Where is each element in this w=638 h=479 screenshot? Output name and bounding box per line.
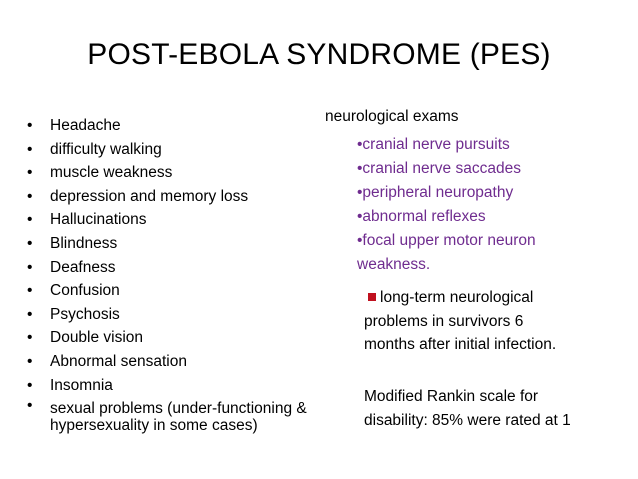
symptom-list (27, 114, 307, 434)
long-term-text: long-term neurological (380, 289, 534, 306)
symptom-item: • Psychosis (27, 303, 307, 327)
neuro-exams-heading: neurological exams (325, 108, 459, 125)
symptom-line: hypersexuality in some cases) (50, 417, 258, 435)
neuro-exam-item: •cranial nerve pursuits (357, 136, 510, 153)
rankin-line: disability: 85% were rated at 1 (364, 411, 571, 429)
neuro-exam-item: •focal upper motor neuron (357, 232, 536, 249)
symptom-item: • Headache (27, 114, 307, 138)
symptom-item: • difficulty walking (27, 138, 307, 162)
symptom-item: • Confusion (27, 279, 307, 303)
symptom-item: • Insomnia (27, 374, 307, 398)
symptom-item: • depression and memory loss (27, 185, 307, 209)
symptom-item: • muscle weakness (27, 161, 307, 185)
symptom-line: • sexual problems (under-functioning & (50, 400, 307, 418)
rankin-note (364, 385, 571, 432)
slide-title: POST-EBOLA SYNDROME (PES) (87, 38, 551, 71)
rankin-line: Modified Rankin scale for (364, 388, 539, 405)
long-term-line: months after initial infection. (364, 336, 557, 353)
neuro-exams-list (357, 133, 536, 277)
symptom-item: • Deafness (27, 256, 307, 280)
long-term-line: problems in survivors 6 (364, 312, 524, 330)
symptom-item: • Abnormal sensation (27, 350, 307, 374)
neuro-exam-item: •peripheral neuropathy (357, 184, 514, 201)
neuro-exam-item: weakness. (357, 256, 431, 273)
symptom-item-sexual-problems (27, 397, 307, 434)
neuro-exam-item: •abnormal reflexes (357, 208, 486, 225)
symptom-item: • Double vision (27, 326, 307, 350)
long-term-note (364, 286, 556, 357)
neuro-exam-item: •cranial nerve saccades (357, 160, 521, 177)
symptom-item: • Blindness (27, 232, 307, 256)
symptom-item: • Hallucinations (27, 208, 307, 232)
square-bullet-icon (368, 293, 376, 301)
long-term-line (364, 286, 556, 310)
